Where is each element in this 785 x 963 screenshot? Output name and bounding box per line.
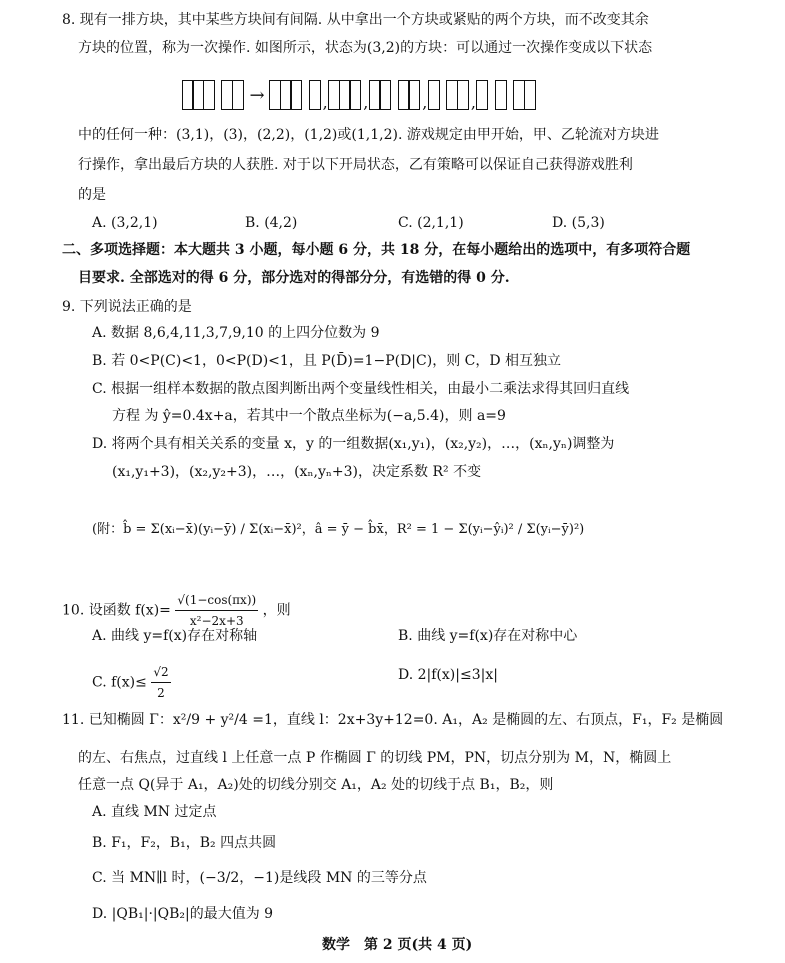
block-group — [399, 80, 420, 110]
section-heading-cont: 目要求. 全部选对的得 6 分，部分选对的得部分分，有选错的得 0 分. — [78, 270, 510, 286]
q11-line-2: 的左、右焦点，过直线 l 上任意一点 P 作椭圆 Γ 的切线 PM，PN，切点分别为 M，N，椭圆上 — [78, 750, 672, 766]
q8-option-b: B. (4,2) — [245, 215, 298, 231]
q10-option-c — [92, 662, 171, 703]
q11-option-b: B. F₁，F₂，B₁，B₂ 四点共圆 — [92, 835, 277, 851]
q10-option-c-pre: C. f(x)≤ — [92, 674, 147, 691]
block-group — [478, 80, 489, 110]
q10-option-c-num: √2 — [151, 662, 170, 683]
q9-reference-formula: (附：b̂ = Σ(xᵢ−x̄)(yᵢ−ȳ) / Σ(xᵢ−x̄)²，â = ȳ − b̂x̄，R² = 1 − Σ(yᵢ−ŷᵢ)² / Σ(yᵢ−ȳ)²) — [92, 522, 585, 537]
q9-option-c-2: 方程 为 ŷ=0.4x+a，若其中一个散点坐标为(−a,5.4)，则 a=9 — [112, 408, 506, 424]
q10-numerator: √(1−cos(πx)) — [175, 590, 258, 611]
q8-option-d: D. (5,3) — [552, 215, 605, 231]
q11-line-3: 任意一点 Q(异于 A₁，A₂)处的切线分别交 A₁，A₂ 处的切线于点 B₁，B₂，则 — [78, 777, 554, 793]
block-group — [271, 80, 303, 110]
block-group — [310, 80, 321, 110]
q10-option-b: B. 曲线 y=f(x)存在对称中心 — [398, 628, 578, 644]
q9-option-b: B. 若 0<P(C)<1，0<P(D)<1，且 P(D̄)=1−P(D|C)，则 C，D 相互独立 — [92, 353, 562, 369]
block-group — [515, 80, 536, 110]
q9-option-d-1: D. 将两个具有相关关系的变量 x，y 的一组数据(x₁,y₁)，(x₂,y₂)，…，(xₙ,yₙ)调整为 — [92, 436, 615, 452]
q8-option-a: A. (3,2,1) — [92, 215, 158, 231]
q8-option-c: C. (2,1,1) — [398, 215, 464, 231]
q9-option-c-1: C. 根据一组样本数据的散点图判断出两个变量线性相关，由最小二乘法求得其回归直线 — [92, 381, 630, 397]
q11-option-c: C. 当 MN∥l 时，(−3/2，−1)是线段 MN 的三等分点 — [92, 870, 427, 886]
q10-option-c-den: 2 — [157, 686, 165, 700]
q10-option-d: D. 2|f(x)|≤3|x| — [398, 667, 498, 683]
q11-option-d: D. |QB₁|·|QB₂|的最大值为 9 — [92, 906, 274, 922]
q10-option-c-fraction — [151, 662, 170, 703]
q10-denominator: x²−2x+3 — [189, 614, 244, 628]
q9-stem: 9. 下列说法正确的是 — [62, 299, 192, 315]
q10-option-a: A. 曲线 y=f(x)存在对称轴 — [92, 628, 258, 644]
separator: , — [422, 93, 428, 112]
block-group — [496, 80, 507, 110]
separator: , — [322, 93, 328, 112]
block-group — [448, 80, 469, 110]
q10-stem — [62, 590, 291, 631]
section-heading: 二、多项选择题：本大题共 3 小题，每小题 6 分，共 18 分，在每小题给出的选项中，有多项符合题 — [62, 242, 691, 258]
q8-line-1: 8. 现有一排方块，其中某些方块间有间隔. 从中拿出一个方块或紧贴的两个方块，而不改变其余 — [62, 12, 649, 28]
q8-line-3: 中的任何一种：(3,1)，(3)，(2,2)，(1,2)或(1,1,2). 游戏规定由甲开始，甲、乙轮流对方块进 — [78, 127, 659, 143]
q9-option-a: A. 数据 8,6,4,11,3,7,9,10 的上四分位数为 9 — [92, 325, 380, 341]
block-group — [330, 80, 362, 110]
block-group — [183, 80, 215, 110]
q8-line-2: 方块的位置，称为一次操作. 如图所示，状态为(3,2)的方块：可以通过一次操作变成以下状态 — [78, 40, 653, 56]
page-footer: 数学 第 2 页(共 4 页) — [322, 937, 473, 953]
q9-option-d-2: (x₁,y₁+3)，(x₂,y₂+3)，…，(xₙ,yₙ+3)，决定系数 R² 不变 — [112, 464, 482, 480]
separator: , — [363, 93, 369, 112]
block-group — [223, 80, 244, 110]
q8-line-5: 的是 — [78, 187, 106, 203]
q11-option-a: A. 直线 MN 过定点 — [92, 804, 217, 820]
q11-line-1: 11. 已知椭圆 Γ：x²/9 + y²/4 =1，直线 l：2x+3y+12=0. A₁，A₂ 是椭圆的左、右顶点，F₁，F₂ 是椭圆 — [62, 712, 724, 728]
q10-stem-post: ，则 — [262, 602, 291, 619]
block-group — [370, 80, 391, 110]
block-group — [429, 80, 440, 110]
q10-stem-pre: 10. 设函数 f(x)= — [62, 602, 171, 619]
q8-line-4: 行操作，拿出最后方块的人获胜. 对于以下开局状态，乙有策略可以保证自己获得游戏胜利 — [78, 157, 633, 173]
q10-fraction — [175, 590, 258, 631]
block-state-figure — [183, 78, 536, 112]
arrow-icon: → — [249, 84, 265, 106]
separator: , — [470, 93, 476, 112]
